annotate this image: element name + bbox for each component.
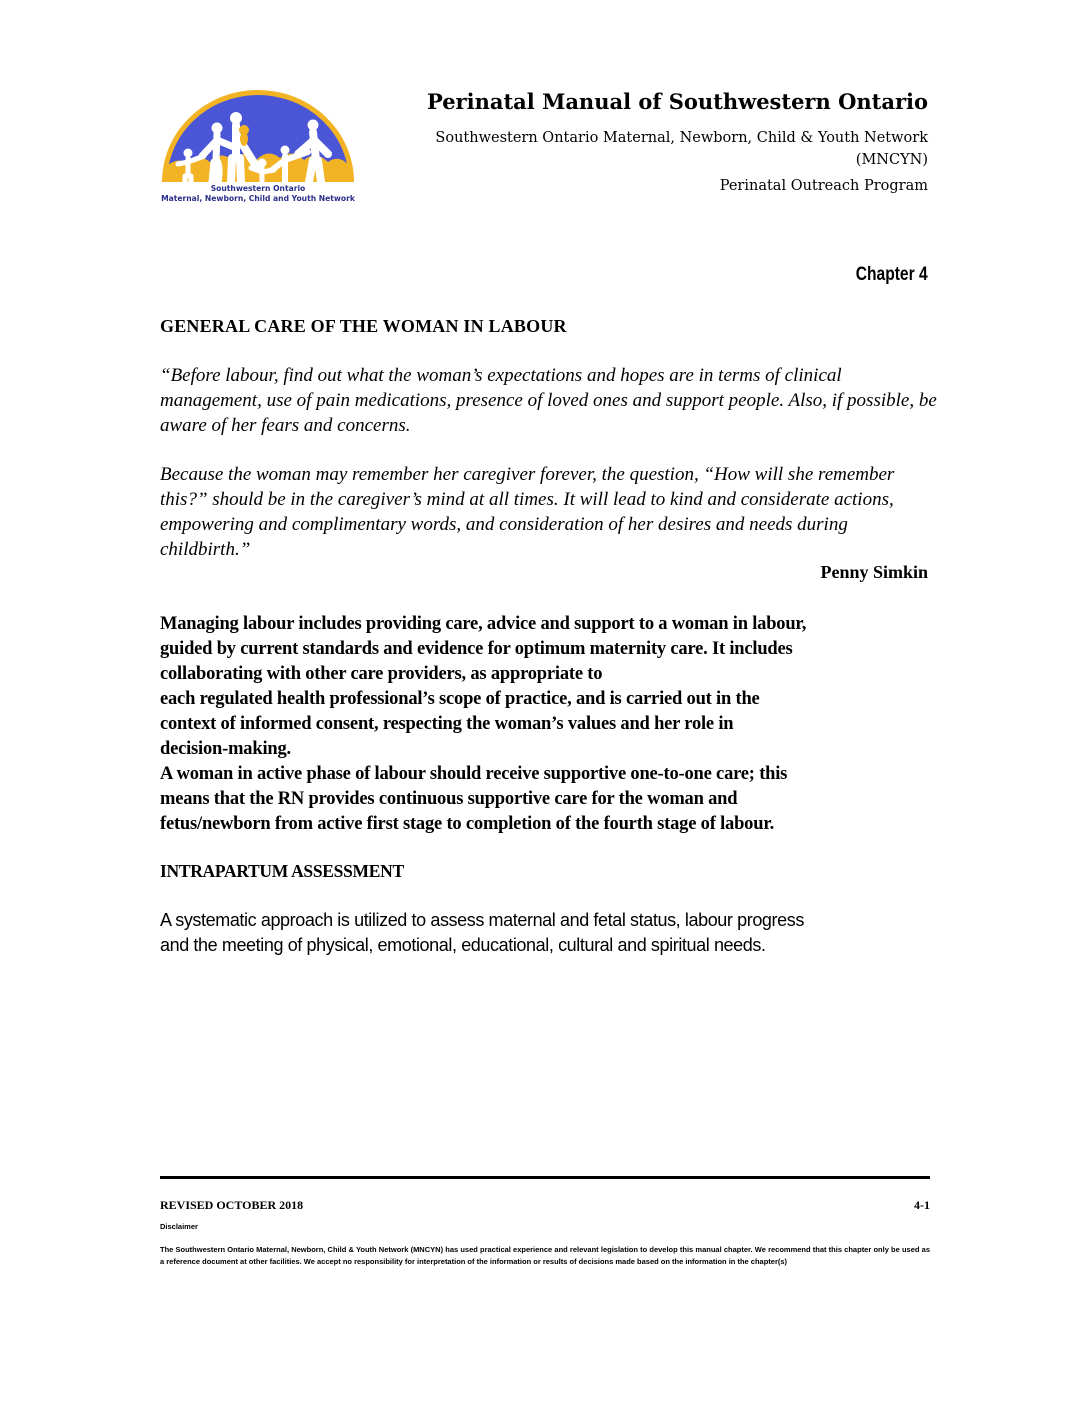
network-name-line1: Southwestern Ontario Maternal, Newborn, Child & Youth Network: [435, 130, 928, 146]
body-line: A woman in active phase of labour should receive supportive one-to-one care; this: [160, 764, 788, 784]
network-name: [408, 127, 928, 171]
chapter-label: Chapter 4: [856, 264, 928, 285]
body-line: context of informed consent, respecting the woman’s values and her role in: [160, 714, 734, 734]
body-line: guided by current standards and evidence for optimum maternity care. It includes: [160, 639, 793, 659]
family-sunrise-logo-icon: [158, 86, 358, 184]
logo-caption: [158, 184, 358, 204]
body-line: each regulated health professional’s scope of practice, and is carried out in the: [160, 689, 760, 709]
disclaimer-text: The Southwestern Ontario Maternal, Newborn, Child & Youth Network (MNCYN) has used practical experience and relevant legislation to develop this manual chapter. We recommend that this chapter only be used as a reference document at other facilities. We accept no responsibility for interpretation of the information or results of decisions made based on the information in the chapter(s): [160, 1245, 930, 1266]
disclaimer-label: Disclaimer: [160, 1222, 198, 1231]
body-line: decision-making.: [160, 739, 291, 759]
page-number: 4-1: [914, 1198, 930, 1212]
general-care-body: [160, 612, 950, 837]
section-heading-intrapartum-assessment: INTRAPARTUM ASSESSMENT: [160, 861, 404, 881]
quote-paragraph-2: Because the woman may remember her caregiver forever, the question, “How will she remember this?” should be in the caregiver’s mind at all times. It will lead to kind and considerate actions, empowering and complimentary words, and consideration of her desires and needs during childbirth.”: [160, 464, 895, 560]
body-line: fetus/newborn from active first stage to completion of the fourth stage of labour.: [160, 814, 775, 834]
body-line: A systematic approach is utilized to assess maternal and fetal status, labour progress: [160, 910, 804, 930]
body-line: and the meeting of physical, emotional, educational, cultural and spiritual needs.: [160, 935, 766, 955]
intrapartum-assessment-body: [160, 908, 950, 958]
quote-attribution: Penny Simkin: [820, 562, 928, 582]
program-name: Perinatal Outreach Program: [719, 178, 928, 194]
mncyn-logo: [158, 86, 358, 211]
manual-title: Perinatal Manual of Southwestern Ontario: [426, 89, 928, 114]
body-line: collaborating with other care providers, as appropriate to: [160, 664, 603, 684]
footer-divider: [160, 1176, 930, 1179]
revision-date: REVISED OCTOBER 2018: [160, 1198, 304, 1212]
body-line: means that the RN provides continuous supportive care for the woman and: [160, 789, 738, 809]
section-heading-general-care: GENERAL CARE OF THE WOMAN IN LABOUR: [160, 316, 567, 336]
logo-caption-line2: Maternal, Newborn, Child and Youth Network: [161, 194, 355, 203]
body-line: Managing labour includes providing care, advice and support to a woman in labour,: [160, 614, 807, 634]
logo-caption-line1: Southwestern Ontario: [210, 184, 306, 193]
network-name-line2: (MNCYN): [855, 152, 928, 168]
quote-paragraph-1: “Before labour, find out what the woman’s expectations and hopes are in terms of clinical management, use of pain medications, presence of loved ones and support people. Also, if possible, be aware of her fears and concerns.: [160, 365, 937, 436]
